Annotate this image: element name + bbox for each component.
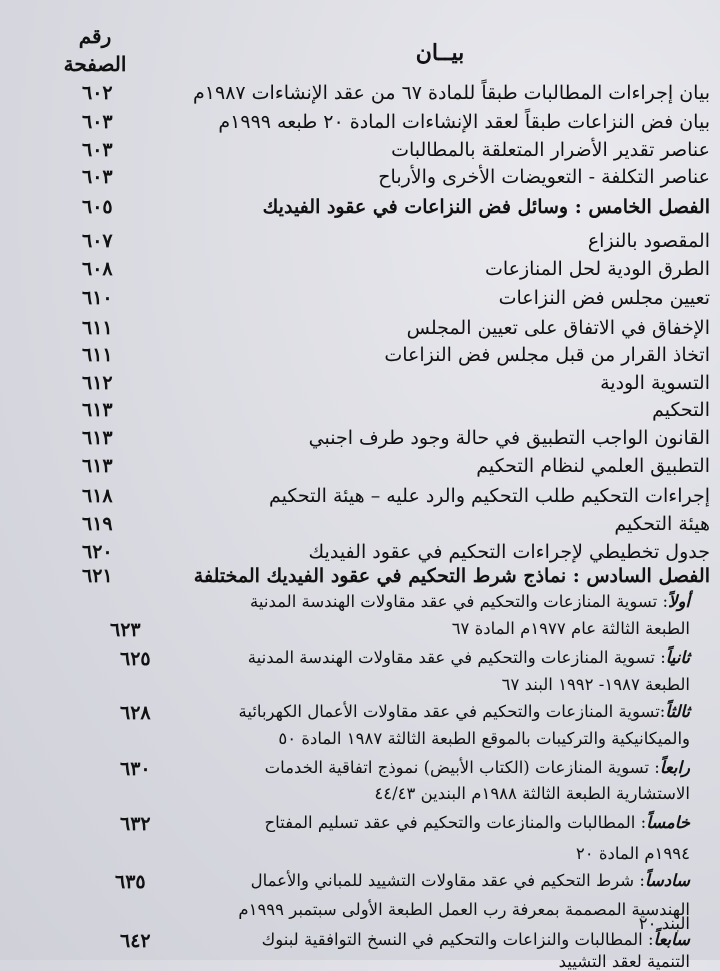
- toc-entry-label: الفصل الخامس : وسائل فض النزاعات في عقود الفيديك: [262, 196, 710, 218]
- toc-entry-text: [248, 648, 690, 667]
- toc-entry-label: البند ٢٠: [638, 914, 690, 933]
- toc-entry-page-number: ٦٠٣: [82, 111, 113, 133]
- toc-entry-text: [309, 541, 710, 563]
- toc-entry-label: بيان فض النزاعات طبقاً لعقد الإنشاءات المادة ٢٠ طبعه ١٩٩٩م: [218, 111, 710, 133]
- toc-entry-page-number: ٦٠٥: [82, 196, 113, 218]
- toc-entry-text: [218, 111, 710, 133]
- toc-entry-text: [374, 784, 690, 803]
- toc-entry-label: إجراءات التحكيم طلب التحكيم والرد عليه – هيئة التحكيم: [269, 485, 710, 507]
- toc-entry-label: الإخفاق في الاتفاق على تعيين المجلس: [406, 317, 710, 339]
- toc-entry-text: [251, 871, 690, 890]
- toc-entry-label: : المطالبات والنزاعات والتحكيم في النسخ التوافقية لبنوك: [261, 930, 654, 949]
- toc-entry-label: : تسوية المنازعات (الكتاب الأبيض) نموذج اتفاقية الخدمات: [264, 758, 660, 777]
- toc-entry-page-number: ٦٠٣: [82, 166, 113, 188]
- toc-entry-page-number: ٦٣٢: [120, 813, 151, 835]
- toc-entry-ordinal: سادساً: [644, 871, 690, 890]
- toc-entry-label: هيئة التحكيم: [614, 513, 710, 535]
- toc-entry-ordinal: أولاً: [668, 592, 690, 611]
- toc-entry-ordinal: رابعاً: [659, 758, 690, 777]
- toc-entry-label: بيان إجراءات المطالبات طبقاً للمادة ٦٧ من عقد الإنشاءات ١٩٨٧م: [193, 82, 710, 104]
- toc-entry-label: تعيين مجلس فض النزاعات: [498, 287, 710, 309]
- toc-entry-label: الفصل السادس : نماذج شرط التحكيم في عقود الفيديك المختلفة: [193, 565, 710, 587]
- toc-entry-label: التنمية لعقد التشييد: [558, 952, 690, 971]
- toc-entry-label: الطبعة ١٩٨٧- ١٩٩٢ البند ٦٧: [501, 675, 690, 694]
- toc-entry-text: [485, 258, 710, 280]
- toc-entry-text: [652, 399, 710, 421]
- toc-entry-label: الطبعة الثالثة عام ١٩٧٧م المادة ٦٧: [451, 619, 690, 638]
- toc-entry-text: [614, 513, 710, 535]
- toc-entry-page-number: ٦٢٨: [120, 702, 151, 724]
- toc-title: بيــان: [415, 40, 465, 66]
- toc-entry-label: التطبيق العلمي لنظام التحكيم: [476, 455, 710, 477]
- toc-entry-label: : تسوية المنازعات والتحكيم في عقد مقاولات الهندسة المدنية: [250, 592, 669, 611]
- page-number-column-header: رقم الصفحة: [63, 24, 127, 76]
- toc-entry-label: الطرق الودية لحل المنازعات: [484, 258, 710, 280]
- toc-entry-text: [193, 82, 710, 104]
- toc-entry-label: جدول تخطيطي لإجراءات التحكيم في عقود الفيديك: [308, 541, 710, 563]
- toc-entry-text: [263, 196, 710, 218]
- toc-entry-page-number: ٦١٣: [82, 427, 113, 449]
- toc-entry-text: [476, 455, 710, 477]
- toc-entry-label: : شرط التحكيم في عقد مقاولات التشييد للمباني والأعمال: [250, 871, 645, 890]
- toc-entry-text: [499, 287, 710, 309]
- toc-entry-page-number: ٦١١: [82, 344, 113, 366]
- toc-entry-text: [194, 565, 710, 587]
- toc-entry-ordinal: خامساً: [646, 813, 690, 832]
- toc-entry-page-number: ٦١٣: [82, 399, 113, 421]
- toc-entry-text: [265, 758, 690, 777]
- toc-entry-label: الهندسية المصممة بمعرفة رب العمل الطبعة الأولى سبتمبر ١٩٩٩م: [238, 900, 690, 919]
- toc-entry-page-number: ٦٠٨: [82, 258, 113, 280]
- toc-entry-ordinal: سابعاً: [653, 930, 690, 949]
- toc-entry-page-number: ٦٠٧: [82, 230, 113, 252]
- toc-entry-page-number: ٦١٨: [82, 485, 113, 507]
- toc-entry-page-number: ٦٢٠: [82, 541, 113, 563]
- toc-entry-label: الاستشارية الطبعة الثالثة ١٩٨٨م البندين ٤٤/٤٣: [374, 784, 690, 803]
- toc-entry-page-number: ٦١٩: [82, 513, 113, 535]
- toc-entry-text: [588, 230, 710, 252]
- toc-entry-label: : المطالبات والمنازعات والتحكيم في عقد تسليم المفتاح: [264, 813, 647, 832]
- toc-entry-text: [278, 729, 690, 748]
- toc-entry-label: اتخاذ القرار من قبل مجلس فض النزاعات: [384, 344, 710, 366]
- toc-entry-text: [239, 702, 691, 721]
- toc-entry-ordinal: ثانياً: [665, 648, 690, 667]
- toc-entry-text: [559, 952, 690, 971]
- toc-entry-page-number: ٦٢١: [82, 565, 113, 587]
- toc-entry-page-number: ٦١٣: [82, 455, 113, 477]
- toc-entry-page-number: ٦٢٣: [110, 619, 141, 641]
- toc-entry-label: والميكانيكية والتركيبات بالموقع الطبعة الثالثة ١٩٨٧ المادة ٥٠: [278, 729, 690, 748]
- toc-entry-text: [407, 317, 710, 339]
- toc-entry-page-number: ٦١١: [82, 317, 113, 339]
- toc-entry-page-number: ٦٣٠: [120, 758, 151, 780]
- toc-entry-text: [264, 813, 690, 832]
- toc-entry-text: [576, 844, 690, 863]
- toc-entry-text: [269, 485, 710, 507]
- toc-entry-label: :تسوية المنازعات والتحكيم في عقد مقاولات الأعمال الكهربائية: [238, 702, 666, 721]
- toc-entry-text: [391, 139, 710, 161]
- toc-entry-text: [250, 592, 690, 611]
- toc-entry-page-number: ٦١٠: [82, 287, 113, 309]
- toc-entry-page-number: ٦٠٣: [82, 139, 113, 161]
- toc-entry-text: [378, 166, 710, 188]
- toc-entry-text: [502, 675, 690, 694]
- toc-entry-text: [384, 344, 710, 366]
- toc-entry-label: التسوية الودية: [600, 372, 710, 394]
- toc-entry-page-number: ٦٣٥: [115, 871, 146, 893]
- toc-entry-label: عناصر تقدير الأضرار المتعلقة بالمطالبات: [391, 139, 710, 161]
- toc-entry-ordinal: ثالثاً: [665, 702, 690, 721]
- toc-entry-text: [600, 372, 710, 394]
- toc-entry-label: : تسوية المنازعات والتحكيم في عقد مقاولات الهندسة المدنية: [247, 648, 666, 667]
- toc-entry-label: التحكيم: [652, 399, 710, 421]
- toc-entry-text: [262, 930, 690, 949]
- toc-entry-label: المقصود بالنزاع: [587, 230, 710, 252]
- toc-entry-page-number: ٦١٢: [82, 372, 113, 394]
- toc-entry-text: [452, 619, 690, 638]
- toc-entry-text: [238, 900, 690, 919]
- toc-entry-text: [309, 427, 710, 449]
- toc-entry-page-number: ٦٢٥: [120, 648, 151, 670]
- toc-entry-label: عناصر التكلفة - التعويضات الأخرى والأرباح: [378, 166, 710, 188]
- toc-entry-page-number: ٦٠٢: [82, 82, 113, 104]
- toc-entry-label: ١٩٩٤م المادة ٢٠: [575, 844, 690, 863]
- toc-entry-label: القانون الواجب التطبيق في حالة وجود طرف اجنبي: [308, 427, 710, 449]
- toc-entry-page-number: ٦٤٢: [120, 930, 151, 952]
